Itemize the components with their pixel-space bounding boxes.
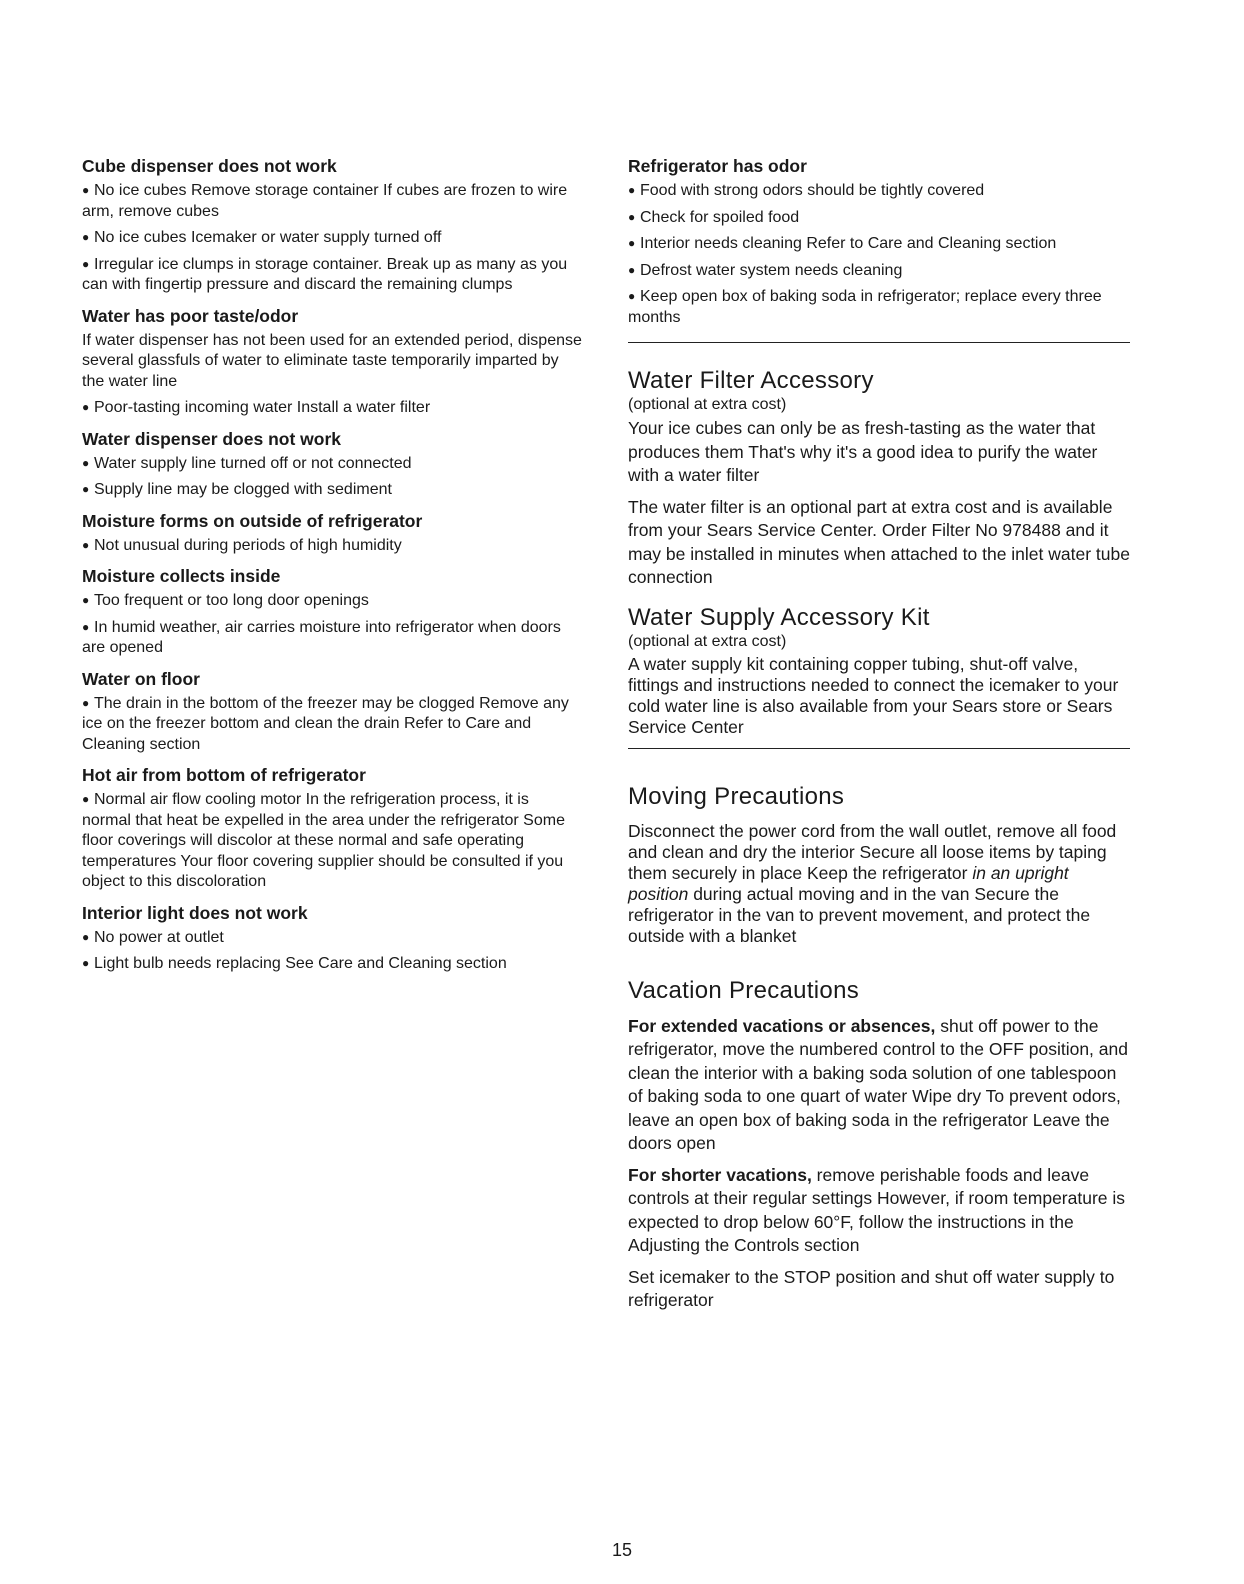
paragraph: Disconnect the power cord from the wall outlet, remove all food and clean and dry the interior Secure all loose items by taping them securely in place Keep the refrigerator in an upright position during actual moving and in the van Secure the refrigerator in the van to prevent movement, and protect the outside with a blanket: [628, 820, 1117, 946]
section-heading: Cube dispenser does not work: [82, 156, 337, 176]
list-item: ● In humid weather, air carries moisture into refrigerator when doors are opened: [82, 618, 561, 656]
section-heading: Moisture collects inside: [82, 566, 281, 586]
bullet-icon: ●: [82, 695, 90, 710]
divider: [628, 342, 1130, 343]
moving-section: [628, 783, 1130, 947]
list-item: ● Normal air flow cooling motor In the refrigeration process, it is normal that heat be expelled in the area under the refrigerator Some floor coverings will discolor at these normal and safe operating temperatures Your floor covering supplier should be consulted if you object to this discoloration: [82, 791, 565, 890]
list-item: If water dispenser has not been used for an extended period, dispense several glassfuls of water to eliminate taste temporarily imparted by the water line: [82, 331, 582, 390]
section-heading: Hot air from bottom of refrigerator: [82, 765, 366, 785]
list-item: ● Food with strong odors should be tightly covered: [628, 182, 985, 199]
paragraph: The water filter is an optional part at extra cost and is available from your Sears Service Center. Order Filter No 978488 and it may be installed in minutes when attached to the inlet water tube connection: [628, 496, 1130, 587]
bullet-icon: ●: [82, 183, 90, 197]
list-item: ● Check for spoiled food: [628, 208, 800, 226]
section-heading: Moisture forms on outside of refrigerator: [82, 510, 423, 531]
left-column: [82, 155, 582, 984]
troubleshoot-moisture-inside: [82, 565, 582, 659]
bullet-icon: ●: [82, 230, 90, 244]
section-subtitle: (optional at extra cost): [628, 632, 787, 650]
troubleshoot-cube-dispenser: [82, 155, 582, 296]
list-item: ● Not unusual during periods of high humidity: [82, 536, 402, 554]
paragraph: For shorter vacations, remove perishable foods and leave controls at their regular settings However, if room temperature is expected to drop below 60°F, follow the instructions in the Adjusting the Controls section: [628, 1164, 1126, 1255]
troubleshoot-hot-air: [82, 764, 582, 893]
list-item: ● Light bulb needs replacing See Care and Cleaning section: [82, 955, 507, 972]
troubleshoot-water-taste: [82, 305, 582, 419]
list-item: ● Supply line may be clogged with sediment: [82, 481, 392, 498]
bullet-icon: ●: [82, 619, 90, 634]
bullet-icon: ●: [82, 482, 90, 496]
list-item: ● Interior needs cleaning Refer to Care and Cleaning section: [628, 235, 1057, 252]
bullet-icon: ●: [628, 289, 636, 303]
list-item: ● Irregular ice clumps in storage container. Break up as many as you can with fingertip pressure and discard the remaining clumps: [82, 255, 568, 293]
list-item: ● Too frequent or too long door openings: [82, 592, 369, 609]
page-number: 15: [611, 1540, 633, 1560]
section-heading: Water has poor taste/odor: [82, 305, 299, 326]
bullet-icon: ●: [628, 236, 636, 250]
bullet-icon: ●: [82, 792, 90, 806]
bullet-icon: ●: [628, 209, 636, 224]
paragraph: A water supply kit containing copper tubing, shut-off valve, fittings and instructions needed to connect the icemaker to your cold water line is also available from your Sears store or Sears Service Center: [628, 653, 1119, 737]
section-title: Water Filter Accessory: [628, 367, 874, 394]
divider: [628, 748, 1130, 749]
section-heading: Interior light does not work: [82, 902, 308, 923]
troubleshoot-interior-light: [82, 902, 582, 975]
section-title: Moving Precautions: [628, 782, 845, 810]
troubleshoot-odor: [628, 155, 1130, 328]
vacation-section: [628, 977, 1130, 1313]
bullet-icon: ●: [628, 183, 636, 197]
right-column: [628, 155, 1130, 1321]
paragraph: For extended vacations or absences, shut off power to the refrigerator, move the numbered control to the OFF position, and clean the interior with a baking soda solution of one tablespoon of baking soda to one quart of water Wipe dry To prevent odors, leave an open box of baking soda in the refrigerator Leave the doors open: [628, 1015, 1128, 1153]
list-item: ● Water supply line turned off or not connected: [82, 454, 412, 472]
bullet-icon: ●: [82, 256, 90, 271]
paragraph: Set icemaker to the STOP position and shut off water supply to refrigerator: [628, 1266, 1115, 1310]
list-item: ● The drain in the bottom of the freezer may be clogged Remove any ice on the freezer bottom and clean the drain Refer to Care and Cleaning section: [82, 694, 569, 753]
section-heading: Refrigerator has odor: [628, 156, 807, 176]
section-subtitle: (optional at extra cost): [628, 396, 787, 413]
bullet-icon: ●: [628, 262, 636, 277]
troubleshoot-moisture-outside: [82, 510, 582, 557]
supply-kit-section: [628, 604, 1130, 738]
list-item: ● No ice cubes Remove storage container If cubes are frozen to wire arm, remove cubes: [82, 182, 568, 220]
bullet-icon: ●: [82, 929, 90, 944]
list-item: ● No ice cubes Icemaker or water supply turned off: [82, 229, 442, 246]
list-item: ● Keep open box of baking soda in refrigerator; replace every three months: [628, 288, 1102, 326]
list-item: ● Poor-tasting incoming water Install a water filter: [82, 399, 431, 416]
bullet-icon: ●: [82, 455, 90, 470]
section-title: Water Supply Accessory Kit: [628, 603, 930, 631]
bullet-icon: ●: [82, 593, 90, 607]
section-heading: Water on floor: [82, 668, 200, 689]
bullet-icon: ●: [82, 400, 90, 414]
section-title: Vacation Precautions: [628, 976, 860, 1004]
water-filter-section: [628, 367, 1130, 590]
section-heading: Water dispenser does not work: [82, 428, 341, 449]
bullet-icon: ●: [82, 956, 90, 970]
list-item: ● No power at outlet: [82, 928, 224, 946]
list-item: ● Defrost water system needs cleaning: [628, 261, 903, 279]
bullet-icon: ●: [82, 537, 90, 552]
paragraph: Your ice cubes can only be as fresh-tasting as the water that produces them That's why it's a good idea to purify the water with a water filter: [628, 418, 1098, 485]
troubleshoot-water-dispenser: [82, 428, 582, 501]
troubleshoot-water-floor: [82, 668, 582, 756]
